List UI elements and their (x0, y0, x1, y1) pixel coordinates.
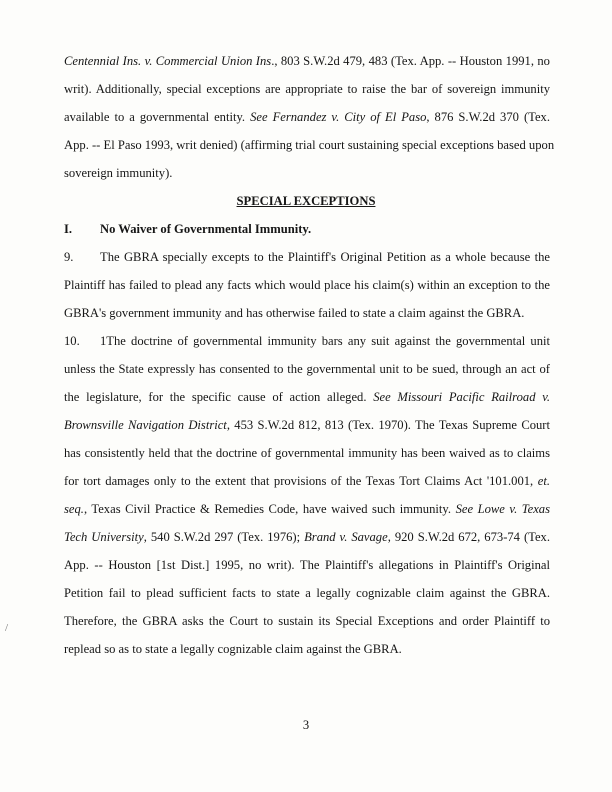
para10-line: unless the State expressly has consented to the governmental unit to be sued, through an act of (64, 362, 550, 376)
para10-line: seq., Texas Civil Practice & Remedies Code, have waived such immunity. See Lowe v. Texas (64, 502, 551, 516)
para10-line: App. -- Houston [1st Dist.] 1995, no writ). The Plaintiff's allegations in Plaintiff's Original (64, 558, 550, 572)
paragraph-number: 9. (64, 250, 74, 264)
intro-line: Centennial Ins. v. Commercial Union Ins., 803 S.W.2d 479, 483 (Tex. App. -- Houston 1991, no (64, 54, 550, 68)
heading-number: I. (64, 222, 73, 236)
intro-line: App. -- El Paso 1993, writ denied) (affirming trial court sustaining special exceptions based upon (64, 138, 555, 152)
page-number: 3 (302, 718, 310, 732)
para10-line: Brownsville Navigation District, 453 S.W.2d 812, 813 (Tex. 1970). The Texas Supreme Court (64, 418, 551, 432)
para10-line: 1The doctrine of governmental immunity bars any suit against the governmental unit (100, 334, 550, 348)
para10-line: Petition fail to plead sufficient facts to state a legally cognizable claim against the GBRA. (64, 586, 550, 600)
para9-line: GBRA's government immunity and has otherwise failed to state a claim against the GBRA. (64, 306, 525, 320)
paragraph-number: 10. (64, 334, 80, 348)
para10-line: replead so as to state a legally cognizable claim against the GBRA. (64, 642, 402, 656)
para10-line: for tort damages only to the extent that provisions of the Texas Tort Claims Act '101.001, et. (64, 474, 550, 488)
intro-line: available to a governmental entity. See Fernandez v. City of El Paso, 876 S.W.2d 370 (Tex. (64, 110, 550, 124)
section-title: SPECIAL EXCEPTIONS (236, 194, 376, 208)
para10-line: the legislature, for the specific cause of action alleged. See Missouri Pacific Railroad v. (64, 390, 550, 404)
intro-line: writ). Additionally, special exceptions are appropriate to raise the bar of sovereign immunity (64, 82, 550, 96)
para10-line: Therefore, the GBRA asks the Court to sustain its Special Exceptions and order Plaintiff to (64, 614, 550, 628)
margin-mark: / (5, 622, 9, 634)
heading-title: No Waiver of Governmental Immunity. (100, 222, 312, 236)
para9-line: The GBRA specially excepts to the Plaintiff's Original Petition as a whole because the (100, 250, 550, 264)
para10-line: has consistently held that the doctrine of governmental immunity has been waived as to claims (64, 446, 550, 460)
intro-line: sovereign immunity). (64, 166, 173, 180)
para10-line: Tech University, 540 S.W.2d 297 (Tex. 1976); Brand v. Savage, 920 S.W.2d 672, 673-74 (Tex. (64, 530, 550, 544)
para9-line: Plaintiff has failed to plead any facts which would place his claim(s) within an exception to the (64, 278, 550, 292)
